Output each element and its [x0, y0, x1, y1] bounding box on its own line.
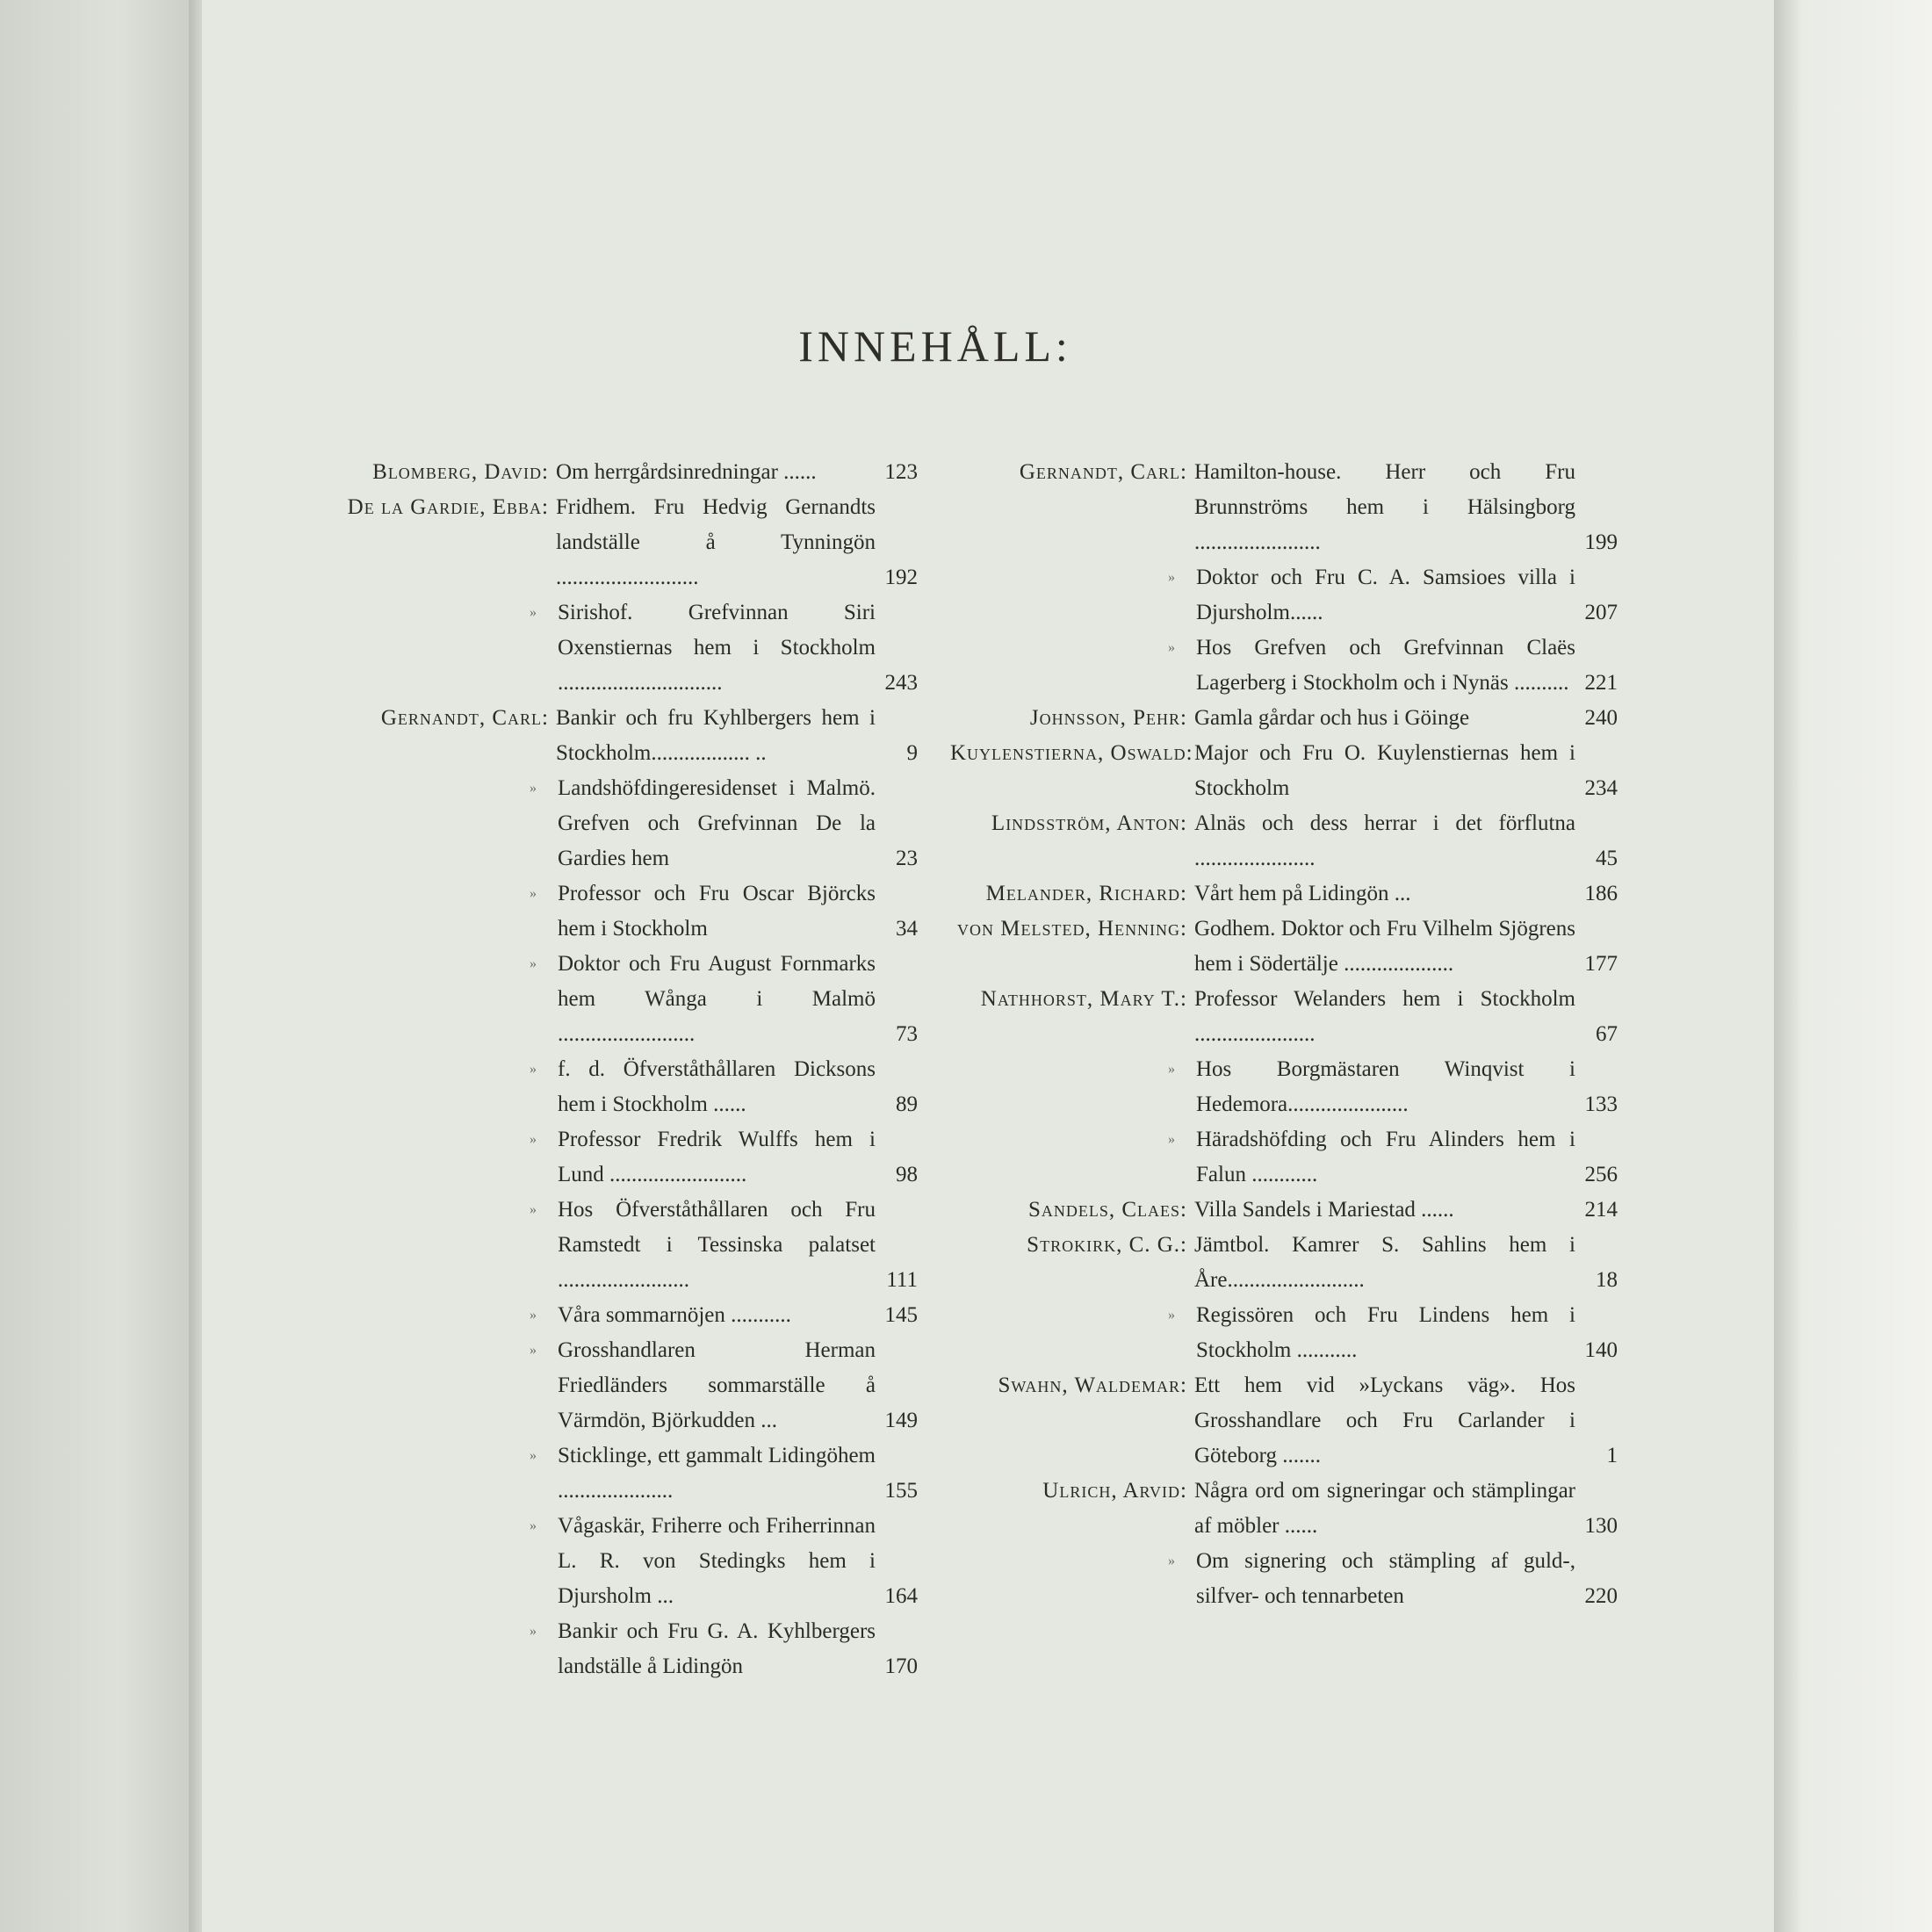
toc-page-number: 9	[906, 741, 918, 765]
toc-page-number: 192	[884, 566, 918, 589]
toc-title: Godhem. Doktor och Fru Vilhelm Sjögrens hem i Södertälje ....................	[1194, 917, 1575, 976]
toc-title: Regissören och Fru Lindens hem i Stockholm ...........	[1196, 1303, 1575, 1362]
toc-title: Professor Fredrik Wulffs hem i Lund .........................	[558, 1128, 876, 1186]
ditto-mark: »	[530, 1202, 537, 1217]
toc-page-number: 73	[896, 1022, 918, 1046]
toc-title: f. d. Öfverståthållaren Dicksons hem i Stockholm ......	[558, 1057, 876, 1116]
toc-page-number: 18	[1596, 1268, 1618, 1292]
toc-title: Professor och Fru Oscar Björcks hem i Stockholm	[558, 882, 876, 941]
toc-entry	[950, 1193, 1618, 1228]
ditto-mark: »	[530, 1343, 537, 1358]
toc-page-number: 240	[1584, 706, 1618, 730]
toc-entry	[329, 1614, 918, 1684]
toc-page-number: 221	[1584, 671, 1618, 695]
toc-title: Ett hem vid »Lyckans väg». Hos Grosshandlare och Fru Carlander i Göteborg .......	[1194, 1373, 1575, 1467]
toc-page-number: 164	[884, 1584, 918, 1608]
ditto-mark: »	[530, 1308, 537, 1323]
toc-page-number: 133	[1584, 1092, 1618, 1116]
toc-page-number: 214	[1584, 1198, 1618, 1222]
toc-page-number: 1	[1606, 1444, 1618, 1467]
toc-title: Doktor och Fru C. A. Samsioes villa i Djursholm......	[1196, 566, 1575, 624]
toc-column-left	[329, 455, 918, 1684]
toc-entry	[950, 912, 1618, 982]
toc-author: Ulrich, Arvid:	[1042, 1479, 1187, 1503]
toc-page-number: 111	[886, 1268, 918, 1292]
toc-entry	[950, 631, 1618, 701]
toc-title: Villa Sandels i Mariestad ......	[1194, 1198, 1454, 1222]
toc-page-number: 186	[1584, 882, 1618, 905]
toc-column-right	[950, 455, 1618, 1614]
page-edge-background	[1774, 0, 1932, 1932]
toc-page-number: 177	[1584, 952, 1618, 976]
toc-entry	[950, 1298, 1618, 1368]
toc-page-number: 89	[896, 1092, 918, 1116]
ditto-mark: »	[1168, 1554, 1175, 1568]
toc-entry	[329, 1438, 918, 1509]
toc-title: Doktor och Fru August Fornmarks hem Wånga i Malmö .........................	[558, 952, 876, 1046]
toc-page-number: 123	[884, 460, 918, 484]
toc-entry	[950, 1544, 1618, 1614]
toc-author: Kuylenstierna, Oswald:	[950, 741, 1193, 765]
toc-entry	[950, 876, 1618, 912]
toc-title: Fridhem. Fru Hedvig Gernandts landställe å Tynningön ..........................	[556, 495, 876, 589]
toc-title: Hamilton-house. Herr och Fru Brunnströms hem i Hälsingborg .......................	[1194, 460, 1575, 554]
toc-title: Bankir och Fru G. A. Kyhlbergers landställe å Lidingön	[558, 1619, 876, 1678]
ditto-mark: »	[1168, 570, 1175, 585]
toc-page-number: 45	[1596, 847, 1618, 870]
toc-page-number: 149	[884, 1409, 918, 1432]
toc-author: Sandels, Claes:	[1027, 1198, 1187, 1222]
toc-entry	[950, 1368, 1618, 1474]
toc-entry	[329, 1333, 918, 1438]
toc-entry	[329, 876, 918, 947]
facing-page-edge	[0, 0, 198, 1932]
toc-entry	[329, 1509, 918, 1614]
ditto-mark: »	[1168, 1062, 1175, 1077]
toc-entry	[950, 455, 1618, 560]
toc-page-number: 34	[896, 917, 918, 941]
toc-title: Alnäs och dess herrar i det förflutna ......................	[1194, 811, 1575, 870]
ditto-mark: »	[1168, 1308, 1175, 1323]
toc-entry	[329, 1193, 918, 1298]
toc-author: Nathhorst, Mary T.:	[980, 987, 1187, 1011]
ditto-mark: »	[530, 886, 537, 901]
toc-title: Hos Öfverståthållaren och Fru Ramstedt i Tessinska palatset ........................	[558, 1198, 876, 1292]
toc-entry	[950, 1122, 1618, 1193]
toc-entry	[950, 982, 1618, 1052]
toc-page-number: 23	[896, 847, 918, 870]
toc-page-number: 130	[1584, 1514, 1618, 1538]
ditto-mark: »	[530, 1518, 537, 1533]
toc-title: Häradshöfding och Fru Alinders hem i Falun ............	[1196, 1128, 1575, 1186]
toc-page-number: 155	[884, 1479, 918, 1503]
toc-title: Några ord om signeringar och stämplingar af möbler ......	[1194, 1479, 1575, 1538]
ditto-mark: »	[530, 1132, 537, 1147]
toc-title: Om signering och stämpling af guld-, silfver- och tennarbeten	[1196, 1549, 1575, 1608]
toc-author: Swahn, Waldemar:	[998, 1373, 1187, 1397]
toc-title: Vågaskär, Friherre och Friherrinnan L. R. von Stedingks hem i Djursholm ...	[558, 1514, 876, 1608]
toc-page-number: 199	[1584, 530, 1618, 554]
toc-title: Gamla gårdar och hus i Göinge	[1194, 706, 1470, 730]
toc-author: Johnsson, Pehr:	[1029, 706, 1187, 730]
toc-title: Bankir och fru Kyhlbergers hem i Stockholm.................. ..	[556, 706, 876, 765]
toc-page-number: 67	[1596, 1022, 1618, 1046]
toc-entry	[329, 490, 918, 595]
toc-page-number: 140	[1584, 1338, 1618, 1362]
toc-entry	[950, 806, 1618, 876]
toc-entry	[329, 947, 918, 1052]
toc-title: Jämtbol. Kamrer S. Sahlins hem i Åre.........................	[1194, 1233, 1575, 1292]
toc-entry	[329, 595, 918, 701]
toc-title: Major och Fru O. Kuylenstiernas hem i Stockholm	[1194, 741, 1575, 800]
toc-entry	[950, 1474, 1618, 1544]
toc-title: Professor Welanders hem i Stockholm ......................	[1194, 987, 1575, 1046]
toc-page-number: 220	[1584, 1584, 1618, 1608]
toc-entry	[329, 1052, 918, 1122]
toc-entry	[950, 560, 1618, 631]
toc-author: Gernandt, Carl:	[380, 706, 549, 730]
toc-title: Vårt hem på Lidingön ...	[1194, 882, 1411, 905]
toc-title: Sirishof. Grefvinnan Siri Oxenstiernas hem i Stockholm ..............................	[558, 601, 876, 695]
ditto-mark: »	[1168, 1132, 1175, 1147]
toc-page-number: 234	[1584, 776, 1618, 800]
toc-entry	[329, 701, 918, 771]
toc-entry	[329, 771, 918, 876]
toc-page-number: 243	[884, 671, 918, 695]
ditto-mark: »	[530, 605, 537, 620]
toc-title: Sticklinge, ett gammalt Lidingöhem .....................	[558, 1444, 876, 1503]
toc-title: Hos Grefven och Grefvinnan Claës Lagerberg i Stockholm och i Nynäs ..........	[1196, 636, 1575, 695]
toc-author: Lindsström, Anton:	[991, 811, 1187, 835]
toc-page-number: 145	[884, 1303, 918, 1327]
ditto-mark: »	[1168, 640, 1175, 655]
toc-author: Strokirk, C. G.:	[1027, 1233, 1187, 1257]
toc-author: Blomberg, David:	[372, 460, 549, 484]
toc-title: Våra sommarnöjen ...........	[558, 1303, 791, 1327]
page-title: INNEHÅLL:	[798, 321, 1072, 371]
toc-entry	[329, 1298, 918, 1333]
toc-author: von Melsted, Henning:	[957, 917, 1187, 941]
toc-entry	[950, 1052, 1618, 1122]
toc-title: Landshöfdingeresidenset i Malmö. Grefven och Grefvinnan De la Gardies hem	[558, 776, 876, 870]
ditto-mark: »	[530, 1062, 537, 1077]
toc-author: Gernandt, Carl:	[1019, 460, 1187, 484]
toc-page-number: 170	[884, 1654, 918, 1678]
toc-author: De la Gardie, Ebba:	[347, 495, 549, 519]
toc-entry	[950, 736, 1618, 806]
ditto-mark: »	[530, 781, 537, 796]
toc-title: Om herrgårdsinredningar ......	[556, 460, 817, 484]
toc-page-number: 256	[1584, 1163, 1618, 1186]
toc-page-number: 207	[1584, 601, 1618, 624]
toc-title: Hos Borgmästaren Winqvist i Hedemora......................	[1196, 1057, 1575, 1116]
toc-entry	[329, 455, 918, 490]
ditto-mark: »	[530, 956, 537, 971]
toc-entry	[950, 1228, 1618, 1298]
ditto-mark: »	[530, 1448, 537, 1463]
toc-entry	[950, 701, 1618, 736]
ditto-mark: »	[530, 1624, 537, 1639]
toc-author: Melander, Richard:	[985, 882, 1187, 905]
toc-page-number: 98	[896, 1163, 918, 1186]
toc-title: Grosshandlaren Herman Friedländers sommarställe å Värmdön, Björkudden ...	[558, 1338, 876, 1432]
toc-entry	[329, 1122, 918, 1193]
